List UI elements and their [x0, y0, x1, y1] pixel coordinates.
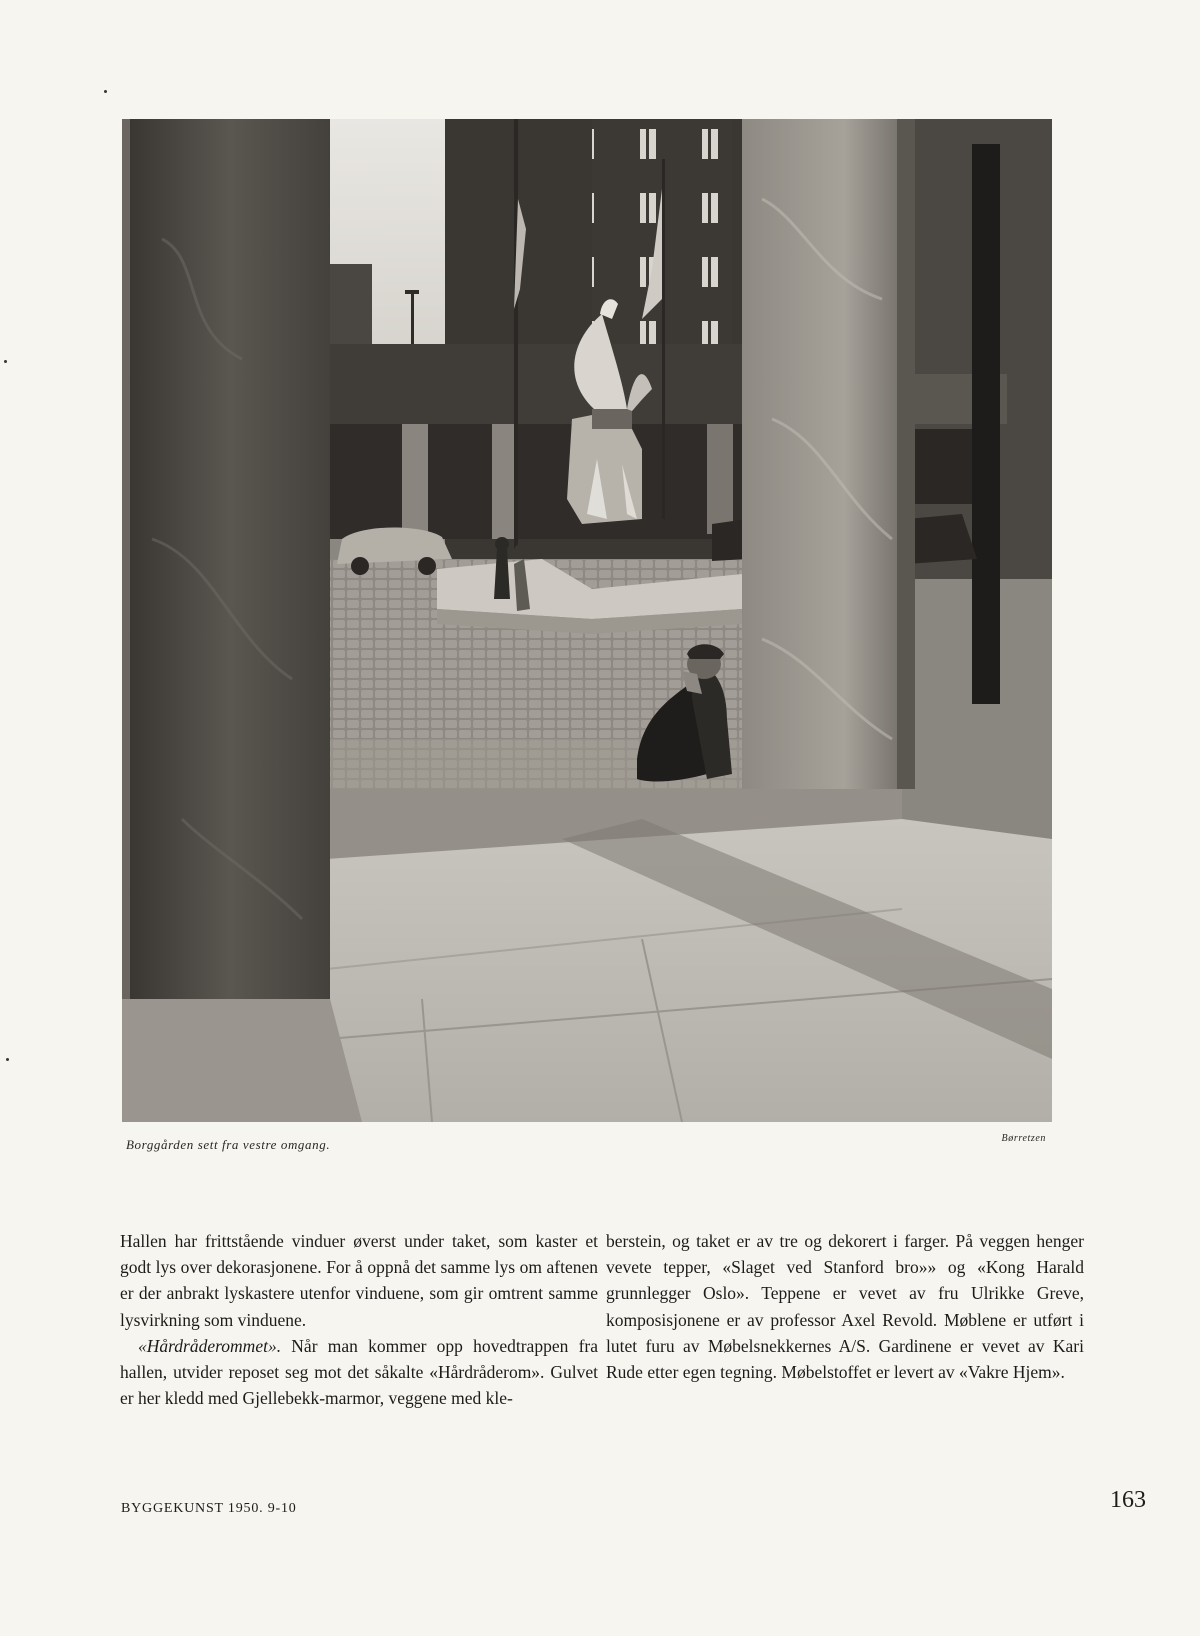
body-paragraph: Hallen har frittstående vinduer øverst under taket, som kaster et godt lys over dekorasjonene. For å oppnå det samme lys om aftenen er der anbrakt lyskastere utenfor vinduene, som gir omtrent samme lysvirkning som vinduene.	[120, 1231, 598, 1330]
body-column-right	[606, 1228, 1084, 1385]
body-column-left	[120, 1228, 598, 1411]
journal-footer: BYGGEKUNST 1950. 9-10	[121, 1501, 297, 1516]
page-number: 163	[1110, 1487, 1146, 1513]
section-title-hardraderommet: «Hårdråderommet».	[138, 1335, 282, 1356]
body-paragraph: berstein, og taket er av tre og dekorert i farger. På veggen henger vevete tepper, «Slaget ved Stanford bro»» og «Kong Harald grunnlegger Oslo». Teppene er vevet av fru Ulrikke Greve, komposisjonene er av professor Axel Revold. Møblene er utført i lutet furu av Møbelsnekkernes A/S. Gardinene er vevet av Kari Rude etter egen tegning. Møbelstoffet er levert av «Vakre Hjem».	[606, 1231, 1084, 1383]
print-speck	[104, 90, 107, 93]
courtyard-photograph	[122, 119, 1052, 1122]
body-paragraph-text: Når man kommer opp hovedtrappen fra hallen, utvider reposet seg mot det såkalte «Hårdråderom». Gulvet er her kledd med Gjellebekk-marmor, veggene med kle-	[120, 1335, 598, 1409]
print-speck	[4, 360, 7, 363]
print-speck	[6, 1058, 9, 1061]
photo-caption: Borggården sett fra vestre omgang.	[126, 1137, 331, 1152]
photo-credit: Børretzen	[1001, 1133, 1046, 1144]
body-paragraph	[120, 1333, 598, 1412]
